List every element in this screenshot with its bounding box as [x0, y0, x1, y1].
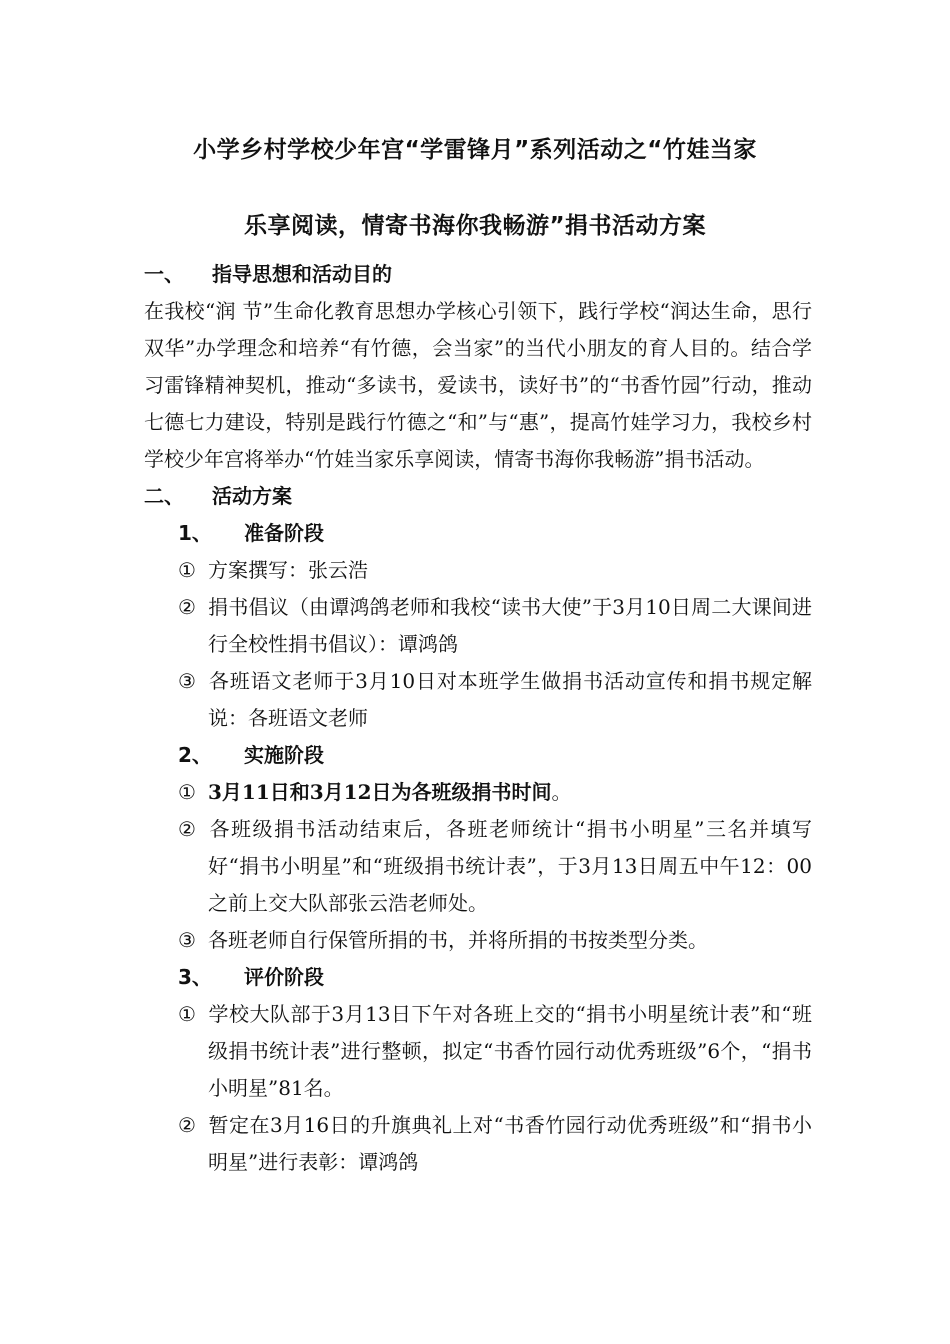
stage-1-item-2 [144, 589, 812, 663]
stage-3-item-1 [144, 996, 812, 1107]
item-text: 各班语文老师于3月10日对本班学生做捐书活动宣传和捐书规定解说：各班语文老师 [208, 669, 812, 730]
stage-1-item-1 [144, 552, 812, 589]
stage-3-number: 3、 [178, 965, 212, 989]
item-marker: ② [178, 817, 196, 841]
section-2-title: 活动方案 [212, 484, 292, 508]
section-1-number: 一、 [144, 262, 184, 286]
stage-3-item-2 [144, 1107, 812, 1181]
item-marker: ② [178, 1113, 196, 1137]
stage-2-item-1 [144, 774, 812, 811]
item-text: 方案撰写：张云浩 [208, 558, 368, 582]
stage-2-heading [144, 737, 812, 774]
section-1-title: 指导思想和活动目的 [212, 262, 392, 286]
item-marker: ② [178, 595, 196, 619]
document-body [144, 256, 812, 1181]
stage-3-heading [144, 959, 812, 996]
item-marker: ③ [178, 928, 196, 952]
item-marker: ① [178, 780, 196, 804]
stage-2-number: 2、 [178, 743, 212, 767]
stage-1-number: 1、 [178, 521, 212, 545]
document-title-line-2: 乐享阅读，情寄书海你我畅游”捐书活动方案 [243, 213, 707, 239]
item-text: 学校大队部于3月13日下午对各班上交的“捐书小明星统计表”和“班级捐书统计表”进行整顿，拟定“书香竹园行动优秀班级”6个，“捐书小明星”81名。 [208, 1002, 812, 1100]
item-text: 各班老师自行保管所捐的书，并将所捐的书按类型分类。 [208, 928, 708, 952]
stage-1-title: 准备阶段 [244, 521, 324, 545]
stage-3-title: 评价阶段 [244, 965, 324, 989]
item-text: 捐书倡议（由谭鸿鸽老师和我校“读书大使”于3月10日周二大课间进行全校性捐书倡议）：谭鸿鸽 [208, 595, 812, 656]
item-marker: ① [178, 558, 196, 582]
stage-2-title: 实施阶段 [244, 743, 324, 767]
document-title-line-1: 小学乡村学校少年宫“学雷锋月”系列活动之“竹娃当家 [193, 137, 757, 163]
item-text: 暂定在3月16日的升旗典礼上对“书香竹园行动优秀班级”和“捐书小明星”进行表彰：谭鸿鸽 [208, 1113, 812, 1174]
section-2-heading [144, 478, 812, 515]
item-bold-text: 3月11日和3月12日为各班级捐书时间 [208, 780, 552, 804]
section-1-paragraph: 在我校“润 节”生命化教育思想办学核心引领下，践行学校“润达生命，思行双华”办学理念和培养“有竹德，会当家”的当代小朋友的育人目的。结合学习雷锋精神契机，推动“多读书，爱读书，读好书”的“书香竹园”行动，推动七德七力建设，特别是践行竹德之“和”与“惠”，提高竹娃学习力，我校乡村学校少年宫将举办“竹娃当家乐享阅读，情寄书海你我畅游”捐书活动。 [144, 299, 812, 471]
item-text: 。 [551, 780, 572, 804]
section-1-heading [144, 256, 812, 293]
item-marker: ③ [178, 669, 196, 693]
stage-2-item-2 [144, 811, 812, 922]
section-2-number: 二、 [144, 484, 184, 508]
item-marker: ① [178, 1002, 196, 1026]
stage-1-item-3 [144, 663, 812, 737]
stage-1-heading [144, 515, 812, 552]
stage-2-item-3 [144, 922, 812, 959]
item-text: 各班级捐书活动结束后，各班老师统计“捐书小明星”三名并填写好“捐书小明星”和“班级捐书统计表”，于3月13日周五中午12：00之前上交大队部张云浩老师处。 [208, 817, 812, 915]
